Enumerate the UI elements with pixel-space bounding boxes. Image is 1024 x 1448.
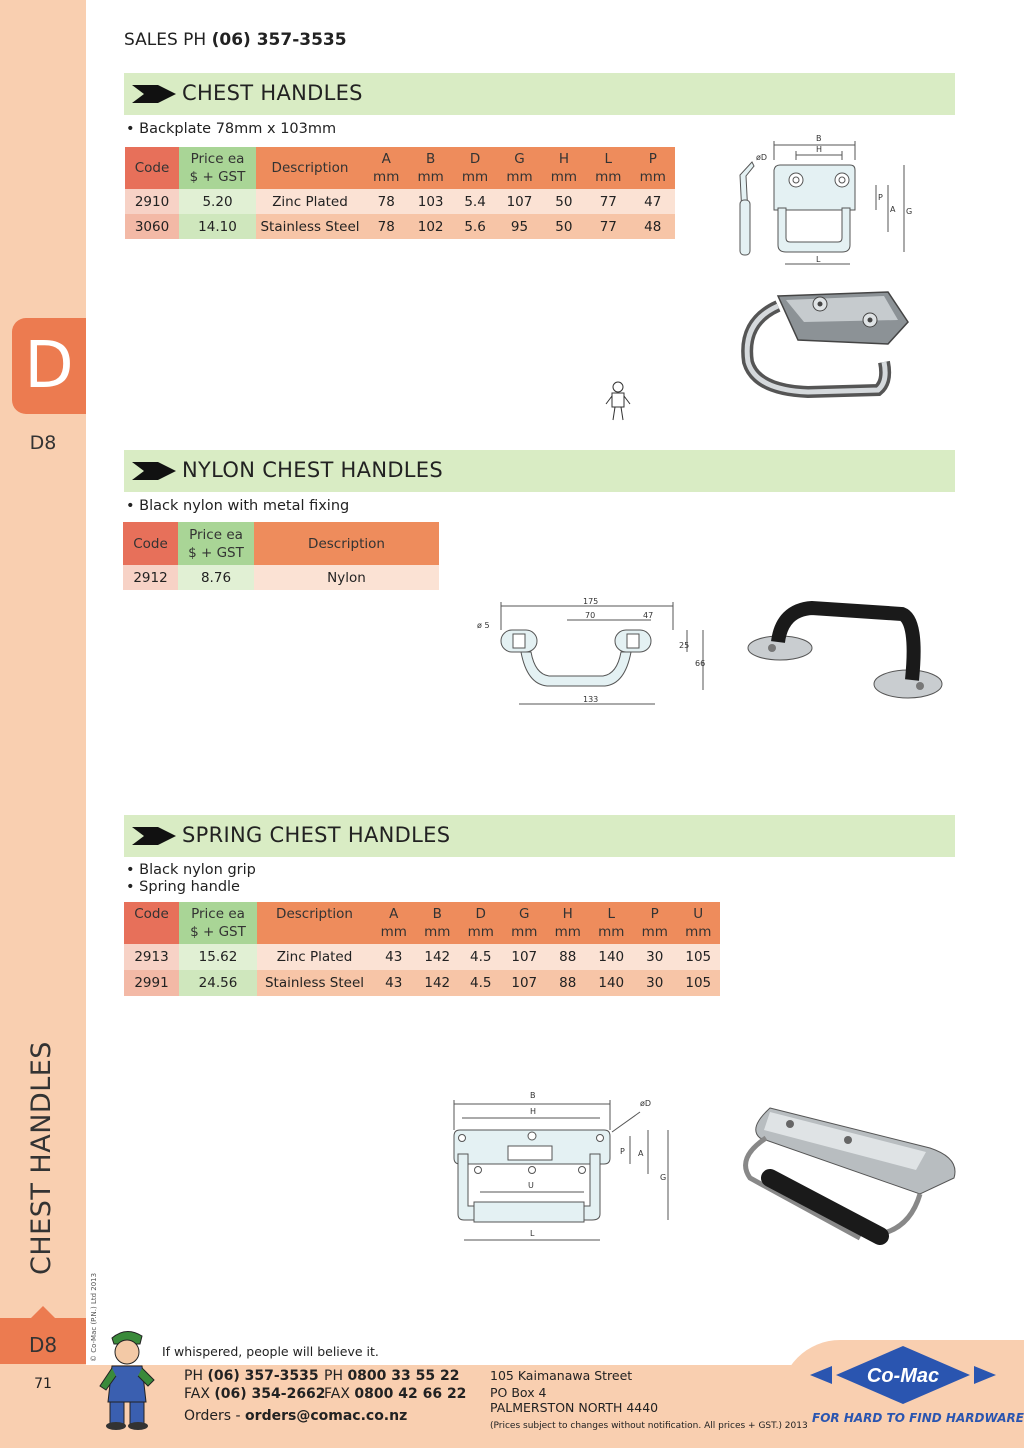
- col-a: A mm: [372, 902, 416, 944]
- dim-label: 70: [585, 611, 596, 620]
- col-code: Code: [125, 147, 179, 189]
- section-tab-letter: D: [12, 318, 86, 414]
- dim-label: B: [530, 1091, 536, 1100]
- col-d: D mm: [453, 147, 497, 189]
- col-g: G mm: [503, 902, 547, 944]
- col-description: Description: [256, 147, 364, 189]
- footer-phone: PH (06) 357-3535: [184, 1368, 319, 1384]
- address-line-1: 105 Kaimanawa Street: [490, 1368, 633, 1383]
- tagline-whisper: If whispered, people will believe it.: [162, 1344, 379, 1359]
- logo-text: Co-Mac: [866, 1365, 940, 1387]
- bullet-text: • Black nylon with metal fixing: [126, 498, 350, 514]
- dim-label: A: [890, 205, 896, 214]
- section-bar-spring-chest-handles: [124, 815, 955, 857]
- col-price: Price ea $ + GST: [179, 902, 257, 944]
- mascot-illustration: [94, 1326, 160, 1430]
- dim-label: B: [816, 134, 822, 143]
- sales-line: [124, 30, 347, 50]
- col-h: H mm: [546, 902, 590, 944]
- price-disclaimer: (Prices subject to changes without notification. All prices + GST.) 2013: [490, 1421, 808, 1431]
- col-code: Code: [124, 902, 179, 944]
- dim-label: 47: [643, 611, 654, 620]
- logo-tagline: FOR HARD TO FIND HARDWARE: [812, 1411, 1024, 1425]
- page-number: 71: [34, 1376, 52, 1392]
- dim-label: A: [638, 1149, 644, 1158]
- col-l: L mm: [590, 902, 634, 944]
- section-title: CHEST HANDLES: [182, 81, 363, 105]
- section-title: NYLON CHEST HANDLES: [182, 458, 443, 482]
- footer-orders: Orders - orders@comac.co.nz: [184, 1408, 408, 1424]
- spec-table-chest-handles: [125, 147, 675, 239]
- dim-label: G: [660, 1173, 667, 1182]
- table-header-row: [124, 902, 720, 944]
- col-l: L mm: [586, 147, 630, 189]
- col-b: B mm: [416, 902, 460, 944]
- vertical-title: CHEST HANDLES: [26, 1041, 57, 1275]
- dim-label: L: [816, 255, 821, 264]
- footer-phone-freephone: PH 0800 33 55 22: [324, 1368, 460, 1384]
- col-u: U mm: [677, 902, 721, 944]
- col-price: Price ea $ + GST: [178, 522, 254, 565]
- col-description: Description: [254, 522, 439, 565]
- arrow-icon: [132, 462, 176, 480]
- dim-label: P: [878, 193, 883, 202]
- dim-label: P: [620, 1147, 625, 1156]
- mascot-icon: [604, 380, 632, 422]
- dim-label: øD: [640, 1099, 652, 1108]
- dim-label: H: [816, 145, 823, 154]
- sales-phone: (06) 357-3535: [211, 30, 347, 50]
- col-p: P mm: [631, 147, 675, 189]
- col-code: Code: [123, 522, 178, 565]
- bullet-text: • Spring handle: [126, 879, 240, 895]
- orders-email-link[interactable]: orders@comac.co.nz: [245, 1408, 408, 1424]
- table-row: 2910 5.20 Zinc Plated 78 103 5.4 107 50 77 47: [125, 189, 675, 214]
- dim-label: H: [530, 1107, 537, 1116]
- arrow-icon: [132, 827, 176, 845]
- bullet-text: • Black nylon grip: [126, 862, 256, 878]
- chest-handle-photo: [738, 282, 918, 400]
- col-h: H mm: [542, 147, 586, 189]
- dim-label: ø 5: [477, 621, 490, 630]
- technical-drawing-chest-handle: [730, 130, 920, 270]
- col-b: B mm: [408, 147, 452, 189]
- table-header-row: [123, 522, 439, 565]
- dim-label: 175: [583, 597, 599, 606]
- table-row: 2991 24.56 Stainless Steel 43 142 4.5 107 88 140 30 105: [124, 970, 720, 996]
- address-line-3: PALMERSTON NORTH 4440: [490, 1400, 659, 1415]
- spring-handle-photo: [730, 1098, 960, 1248]
- nylon-handle-photo: [742, 600, 948, 710]
- address-line-2: PO Box 4: [490, 1385, 547, 1400]
- technical-drawing-nylon-handle: [475, 594, 715, 710]
- spec-table-nylon-chest-handles: [123, 522, 439, 590]
- page-code-bottom: D8: [0, 1318, 86, 1364]
- table-row: 2913 15.62 Zinc Plated 43 142 4.5 107 88 140 30 105: [124, 944, 720, 970]
- footer-fax-freephone: FAX 0800 42 66 22: [324, 1386, 467, 1402]
- table-row: 3060 14.10 Stainless Steel 78 102 5.6 95 50 77 48: [125, 214, 675, 239]
- section-bar-nylon-chest-handles: [124, 450, 955, 492]
- col-a: A mm: [364, 147, 408, 189]
- arrow-icon: [132, 85, 176, 103]
- dim-label: 25: [679, 641, 690, 650]
- col-p: P mm: [633, 902, 677, 944]
- dim-label: L: [530, 1229, 535, 1238]
- spec-table-spring-chest-handles: [124, 902, 720, 996]
- sales-label: SALES PH: [124, 30, 207, 50]
- footer-fax: FAX (06) 354-2662: [184, 1386, 326, 1402]
- bullet-text: • Backplate 78mm x 103mm: [126, 121, 337, 137]
- col-d: D mm: [459, 902, 503, 944]
- dim-label: 133: [583, 695, 599, 704]
- comac-logo: [810, 1344, 996, 1406]
- table-row: 2912 8.76 Nylon: [123, 565, 439, 590]
- section-bar-chest-handles: [124, 73, 955, 115]
- dim-label: G: [906, 207, 913, 216]
- col-price: Price ea $ + GST: [179, 147, 256, 189]
- dim-label: U: [528, 1181, 534, 1190]
- copyright: © Co-Mac (P.N.) Ltd 2013: [90, 1272, 98, 1362]
- technical-drawing-spring-handle: [440, 1088, 680, 1248]
- col-description: Description: [257, 902, 372, 944]
- col-g: G mm: [497, 147, 541, 189]
- dim-label: øD: [756, 153, 768, 162]
- section-title: SPRING CHEST HANDLES: [182, 823, 451, 847]
- dim-label: 66: [695, 659, 706, 668]
- page-code: D8: [29, 432, 57, 454]
- table-header-row: [125, 147, 675, 189]
